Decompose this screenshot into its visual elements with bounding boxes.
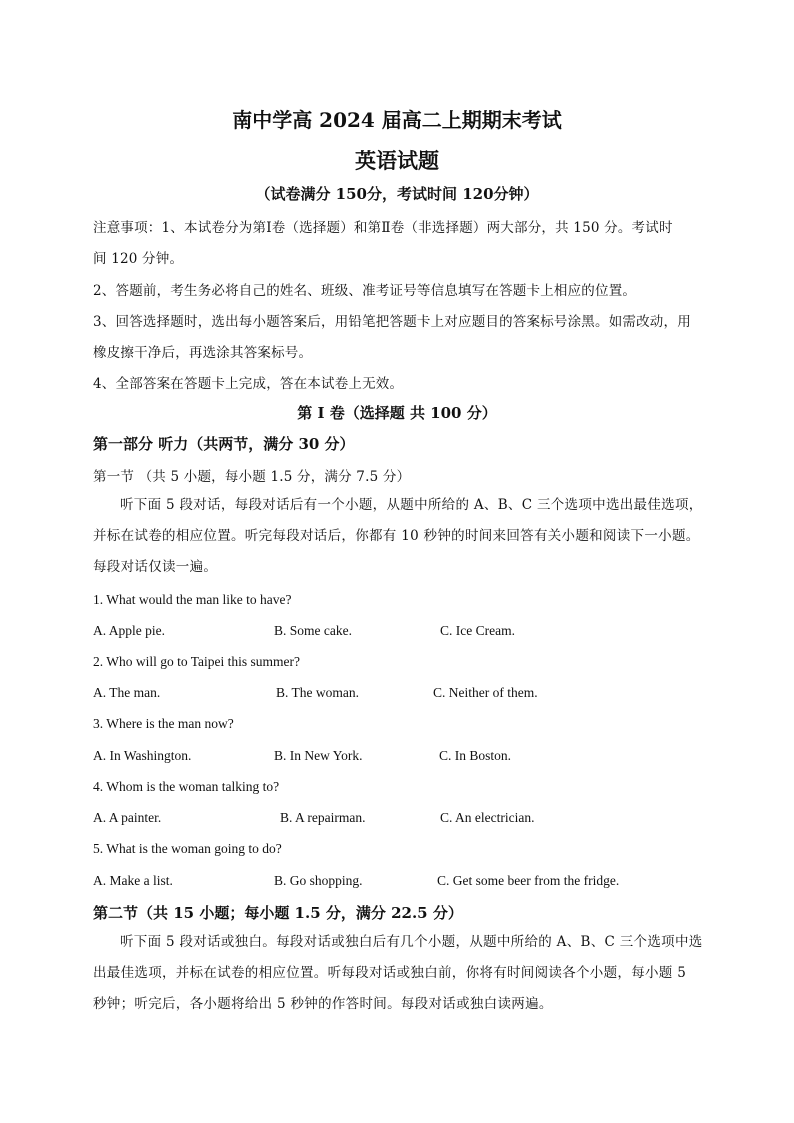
exam-title: 南中学高 2024 届高二上期期末考试 <box>232 108 562 132</box>
q4-option-a: A. A painter. <box>93 810 162 825</box>
volume-1-title: 第 I 卷（选择题 共 100 分） <box>297 404 497 422</box>
section-2-title: 第二节（共 15 小题；每小题 1.5 分，满分 22.5 分） <box>93 904 463 922</box>
note-line-3b: 橡皮擦干净后，再选涂其答案标号。 <box>93 345 313 361</box>
section-1-title: 第一节 （共 5 小题，每小题 1.5 分，满分 7.5 分） <box>93 469 411 485</box>
q4-option-c: C. An electrician. <box>440 810 535 825</box>
q1-option-c: C. Ice Cream. <box>440 623 515 638</box>
note-line-1b: 间 120 分钟。 <box>93 251 184 267</box>
q5-option-a: A. Make a list. <box>93 873 173 888</box>
question-3: 3. Where is the man now? <box>93 716 234 731</box>
note-line-3: 3、回答选择题时，选出每小题答案后，用铅笔把答题卡上对应题目的答案标号涂黑。如需改动，用 <box>93 314 691 330</box>
q5-option-c: C. Get some beer from the fridge. <box>437 873 620 888</box>
question-4: 4. Whom is the woman talking to? <box>93 779 280 794</box>
q3-option-a: A. In Washington. <box>93 748 192 763</box>
note-line-4: 4、全部答案在答题卡上完成，答在本试卷上无效。 <box>93 376 404 392</box>
part-1-title: 第一部分 听力（共两节，满分 30 分） <box>93 435 355 453</box>
q1-option-b: B. Some cake. <box>274 623 352 638</box>
q5-option-b: B. Go shopping. <box>274 873 363 888</box>
q2-option-c: C. Neither of them. <box>433 685 538 700</box>
q2-option-a: A. The man. <box>93 685 161 700</box>
exam-subject: 英语试题 <box>355 148 439 173</box>
note-line-2: 2、答题前，考生务必将自己的姓名、班级、准考证号等信息填写在答题卡上相应的位置。 <box>93 283 637 299</box>
question-5: 5. What is the woman going to do? <box>93 841 282 856</box>
q1-option-a: A. Apple pie. <box>93 623 165 638</box>
q3-option-c: C. In Boston. <box>439 748 512 763</box>
section-2-instructions: 听下面 5 段对话或独白。每段对话或独白后有几个小题，从题中所给的 A、B、C 三个选项中选出最佳选项，并标在试卷的相应位置。听每段对话或独白前，你将有时间阅读各个小题，每小题 5 秒钟；听完后，各小题将给出 5 秒钟的作答时间。每段对话或独白读两遍。 <box>93 934 703 1012</box>
q3-option-b: B. In New York. <box>274 748 363 763</box>
exam-info: （试卷满分 150分，考试时间 120分钟） <box>255 185 539 203</box>
section-1-instructions: 听下面 5 段对话，每段对话后有一个小题，从题中所给的 A、B、C 三个选项中选出最佳选项，并标在试卷的相应位置。听完每段对话后，你都有 10 秒钟的时间来回答有关小题和阅读下一小题。每段对话仅读一遍。 <box>93 497 703 575</box>
q2-option-b: B. The woman. <box>276 685 359 700</box>
question-2: 2. Who will go to Taipei this summer? <box>93 654 301 669</box>
question-1: 1. What would the man like to have? <box>93 592 292 607</box>
note-line-1: 注意事项：1、本试卷分为第Ⅰ卷（选择题）和第Ⅱ卷（非选择题）两大部分，共 150 分。考试时 <box>93 220 673 236</box>
q4-option-b: B. A repairman. <box>280 810 366 825</box>
